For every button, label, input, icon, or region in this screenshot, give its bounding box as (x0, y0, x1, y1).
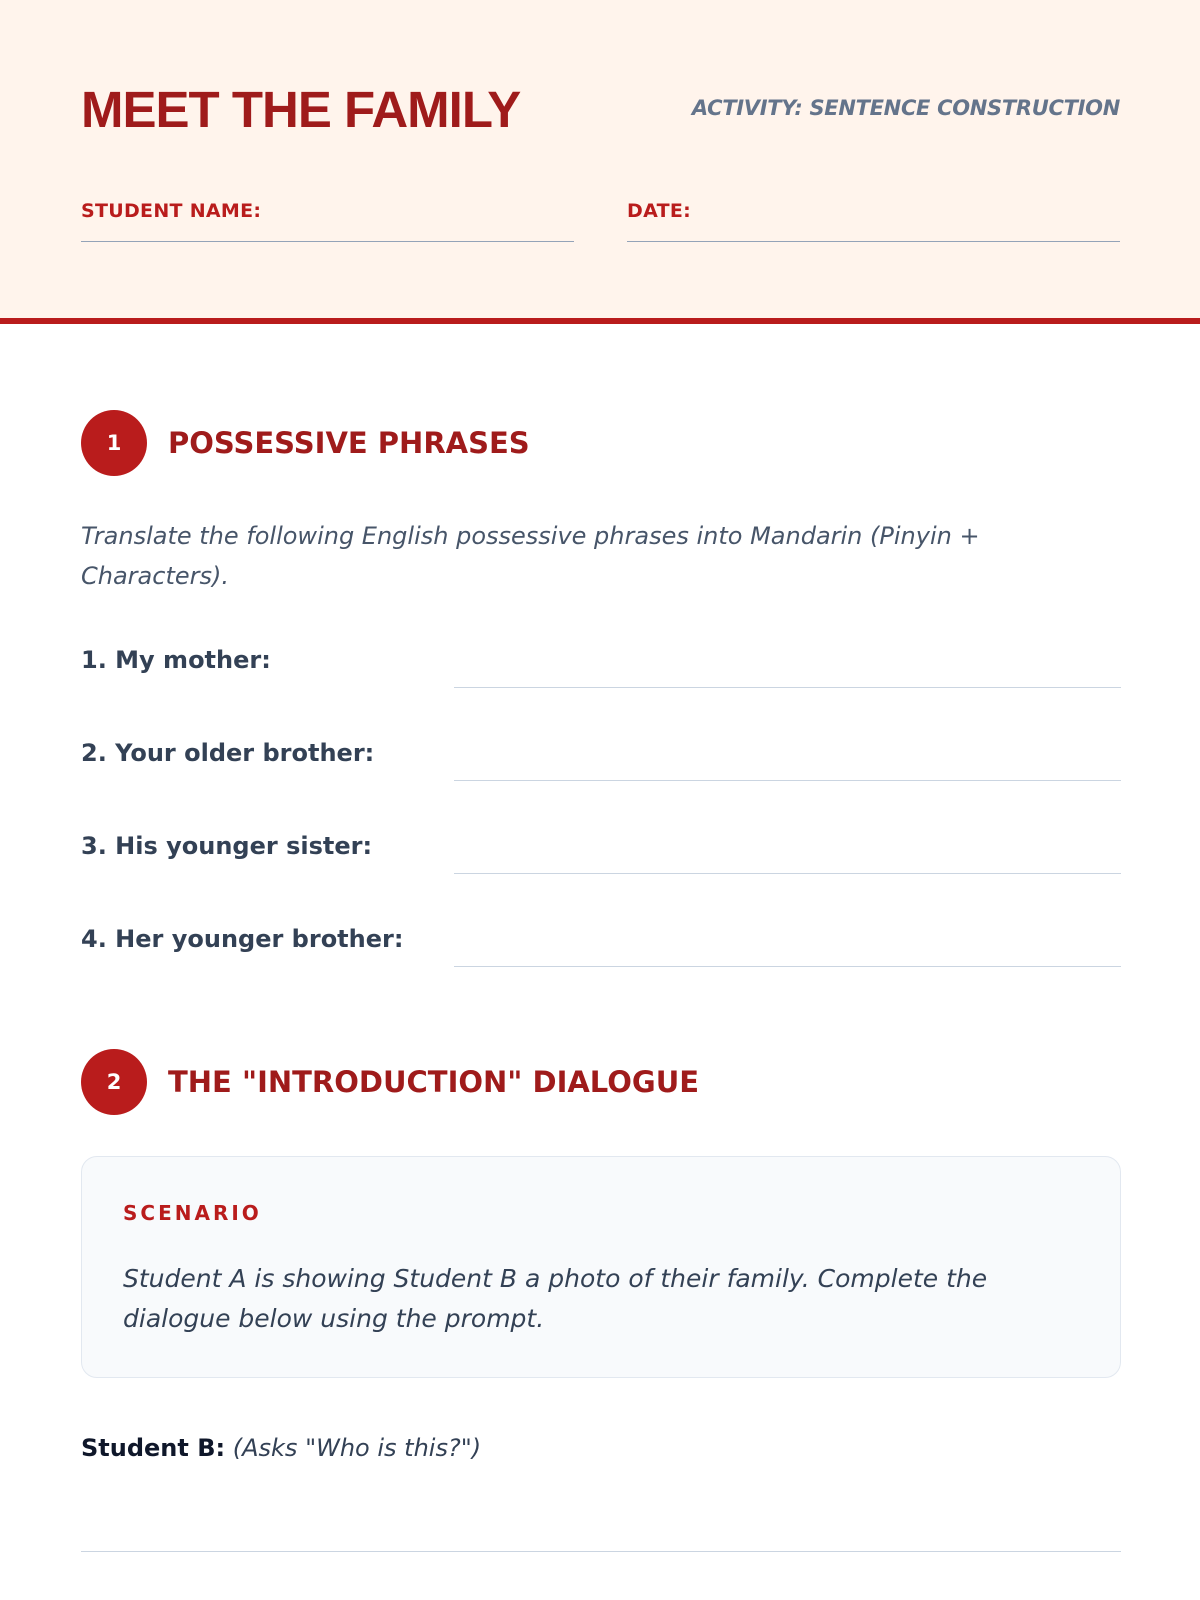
worksheet-header (0, 0, 1200, 324)
question-3-answer-line[interactable] (454, 873, 1121, 874)
question-1-label: 1. My mother: (81, 646, 271, 674)
section-2-number-badge: 2 (81, 1049, 147, 1115)
section-1-instructions: Translate the following English possessive phrases into Mandarin (Pinyin + Characters). (81, 522, 980, 590)
page-title: MEET THE FAMILY (81, 81, 521, 138)
student-name-label: STUDENT NAME: (81, 200, 262, 222)
question-2-label: 2. Your older brother: (81, 739, 375, 767)
section-2-title: THE "INTRODUCTION" DIALOGUE (168, 1065, 700, 1099)
scenario-text: Student A is showing Student B a photo of their family. Complete the dialogue below using the prompt. (123, 1264, 988, 1333)
section-1-title: POSSESSIVE PHRASES (168, 426, 530, 460)
scenario-label: SCENARIO (123, 1201, 262, 1225)
question-2-answer-line[interactable] (454, 780, 1121, 781)
dialogue-prompt: (Asks "Who is this?") (232, 1434, 482, 1462)
question-4-label: 4. Her younger brother: (81, 925, 404, 953)
question-4-answer-line[interactable] (454, 966, 1121, 967)
dialogue-line-student-b (81, 1434, 481, 1462)
section-2-heading (81, 1049, 699, 1115)
student-name-field[interactable] (81, 200, 574, 242)
question-1-answer-line[interactable] (454, 687, 1121, 688)
activity-label: ACTIVITY: SENTENCE CONSTRUCTION (691, 96, 1120, 120)
section-1-number-badge: 1 (81, 410, 147, 476)
dialogue-speaker: Student B: (81, 1434, 226, 1462)
scenario-box (81, 1156, 1121, 1378)
dialogue-answer-line[interactable] (81, 1551, 1121, 1552)
section-1-heading (81, 410, 530, 476)
date-label: DATE: (627, 200, 692, 222)
question-3-label: 3. His younger sister: (81, 832, 373, 860)
date-field[interactable] (627, 200, 1120, 242)
